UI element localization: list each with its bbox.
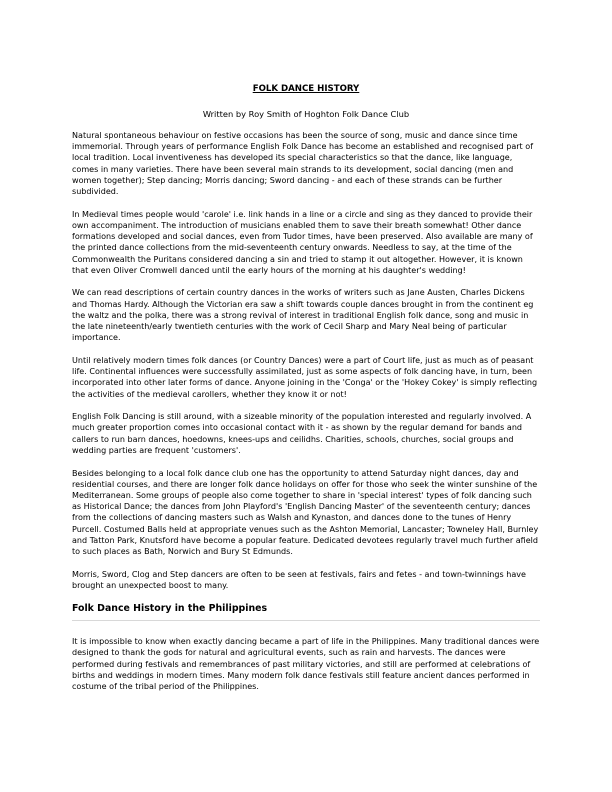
paragraph-4: Until relatively modern times folk dances (or Country Dances) were a part of Court life, just as much as of peasant life. Continental influences were successfully assimilated, just as some aspects of folk dancing have, in turn, been incorporated into other later forms of dance. Anyone joining in the 'Conga' or the 'Hokey Cokey' is simply reflecting the activities of the medieval carollers, whether they know it or not! <box>72 355 538 399</box>
document-page <box>72 84 540 692</box>
paragraph-5: English Folk Dancing is still around, with a sizeable minority of the population interested and regularly involved. A much greater proportion comes into occasional contact with it - as shown by the regular demand for bands and callers to run barn dances, hoedowns, knees-ups and ceilidhs. Charities, schools, churches, social groups and wedding parties are frequent 'customers'. <box>72 412 532 455</box>
paragraph-2: In Medieval times people would 'carole' i.e. link hands in a line or a circle and sing as they danced to provide their own accompaniment. The introduction of musicians enabled them to save their breath somewhat! Other dance formations developed and social dances, even from Tudor times, have been preserved. Also available are many of the printed dance collections from the mid-seventeenth century onwards. Needless to say, at the time of the Commonwealth the Puritans considered dancing a sin and tried to stamp it out altogether. However, it is known that even Oliver Cromwell danced until the early hours of the morning at his daughter's wedding! <box>72 209 533 275</box>
document-title: FOLK DANCE HISTORY <box>252 84 360 94</box>
paragraph-6: Besides belonging to a local folk dance club one has the opportunity to attend Saturday night dances, day and residential courses, and there are longer folk dance holidays on offer for those who seek the winter sunshine of the Mediterranean. Some groups of people also come together to share in 'special interest' types of folk dancing such as Historical Dance; the dances from John Playford's 'English Dancing Master' of the seventeenth century; dances from the collections of dancing masters such as Walsh and Kynaston, and dances done to the tunes of Henry Purcell. Costumed Balls held at appropriate venues such as the Ashton Memorial, Lancaster; Towneley Hall, Burnley and Tatton Park, Knutsford have become a popular feature. Dedicated devotees regularly travel much further afield to such places as Bath, Norwich and Bury St Edmunds. <box>72 468 539 556</box>
section-divider <box>72 620 540 621</box>
paragraph-1: Natural spontaneous behaviour on festive occasions has been the source of song, music and dance since time immemorial. Through years of performance English Folk Dance has become an established and recognised part of local tradition. Local inventiveness has developed its special characteristics so that the dance, like language, comes in many varieties. There have been several main strands to its development, social dancing (men and women together); Step dancing; Morris dancing; Sword dancing - and each of these strands can be further subdivided. <box>72 131 534 197</box>
section-heading-philippines: Folk Dance History in the Philippines <box>72 603 268 615</box>
paragraph-philippines: It is impossible to know when exactly dancing became a part of life in the Philippines. Many traditional dances were designed to thank the gods for natural and agricultural events, such as rain and harvests. The dances were performed during festivals and remembrances of past military victories, and still are performed at celebrations of births and weddings in modern times. Many modern folk dance festivals still feature ancient dances performed in costume of the tribal period of the Philippines. <box>72 637 540 691</box>
paragraph-3: We can read descriptions of certain country dances in the works of writers such as Jane Austen, Charles Dickens and Thomas Hardy. Although the Victorian era saw a shift towards couple dances brought in from the continent eg the waltz and the polka, there was a strong revival of interest in traditional English folk dance, song and music in the late nineteenth/early twentieth centuries with the work of Cecil Sharp and Mary Neal being of particular importance. <box>72 288 534 343</box>
byline: Written by Roy Smith of Hoghton Folk Dance Club <box>202 109 410 119</box>
paragraph-7: Morris, Sword, Clog and Step dancers are often to be seen at festivals, fairs and fetes - and town-twinnings have brought an unexpected boost to many. <box>72 569 527 590</box>
